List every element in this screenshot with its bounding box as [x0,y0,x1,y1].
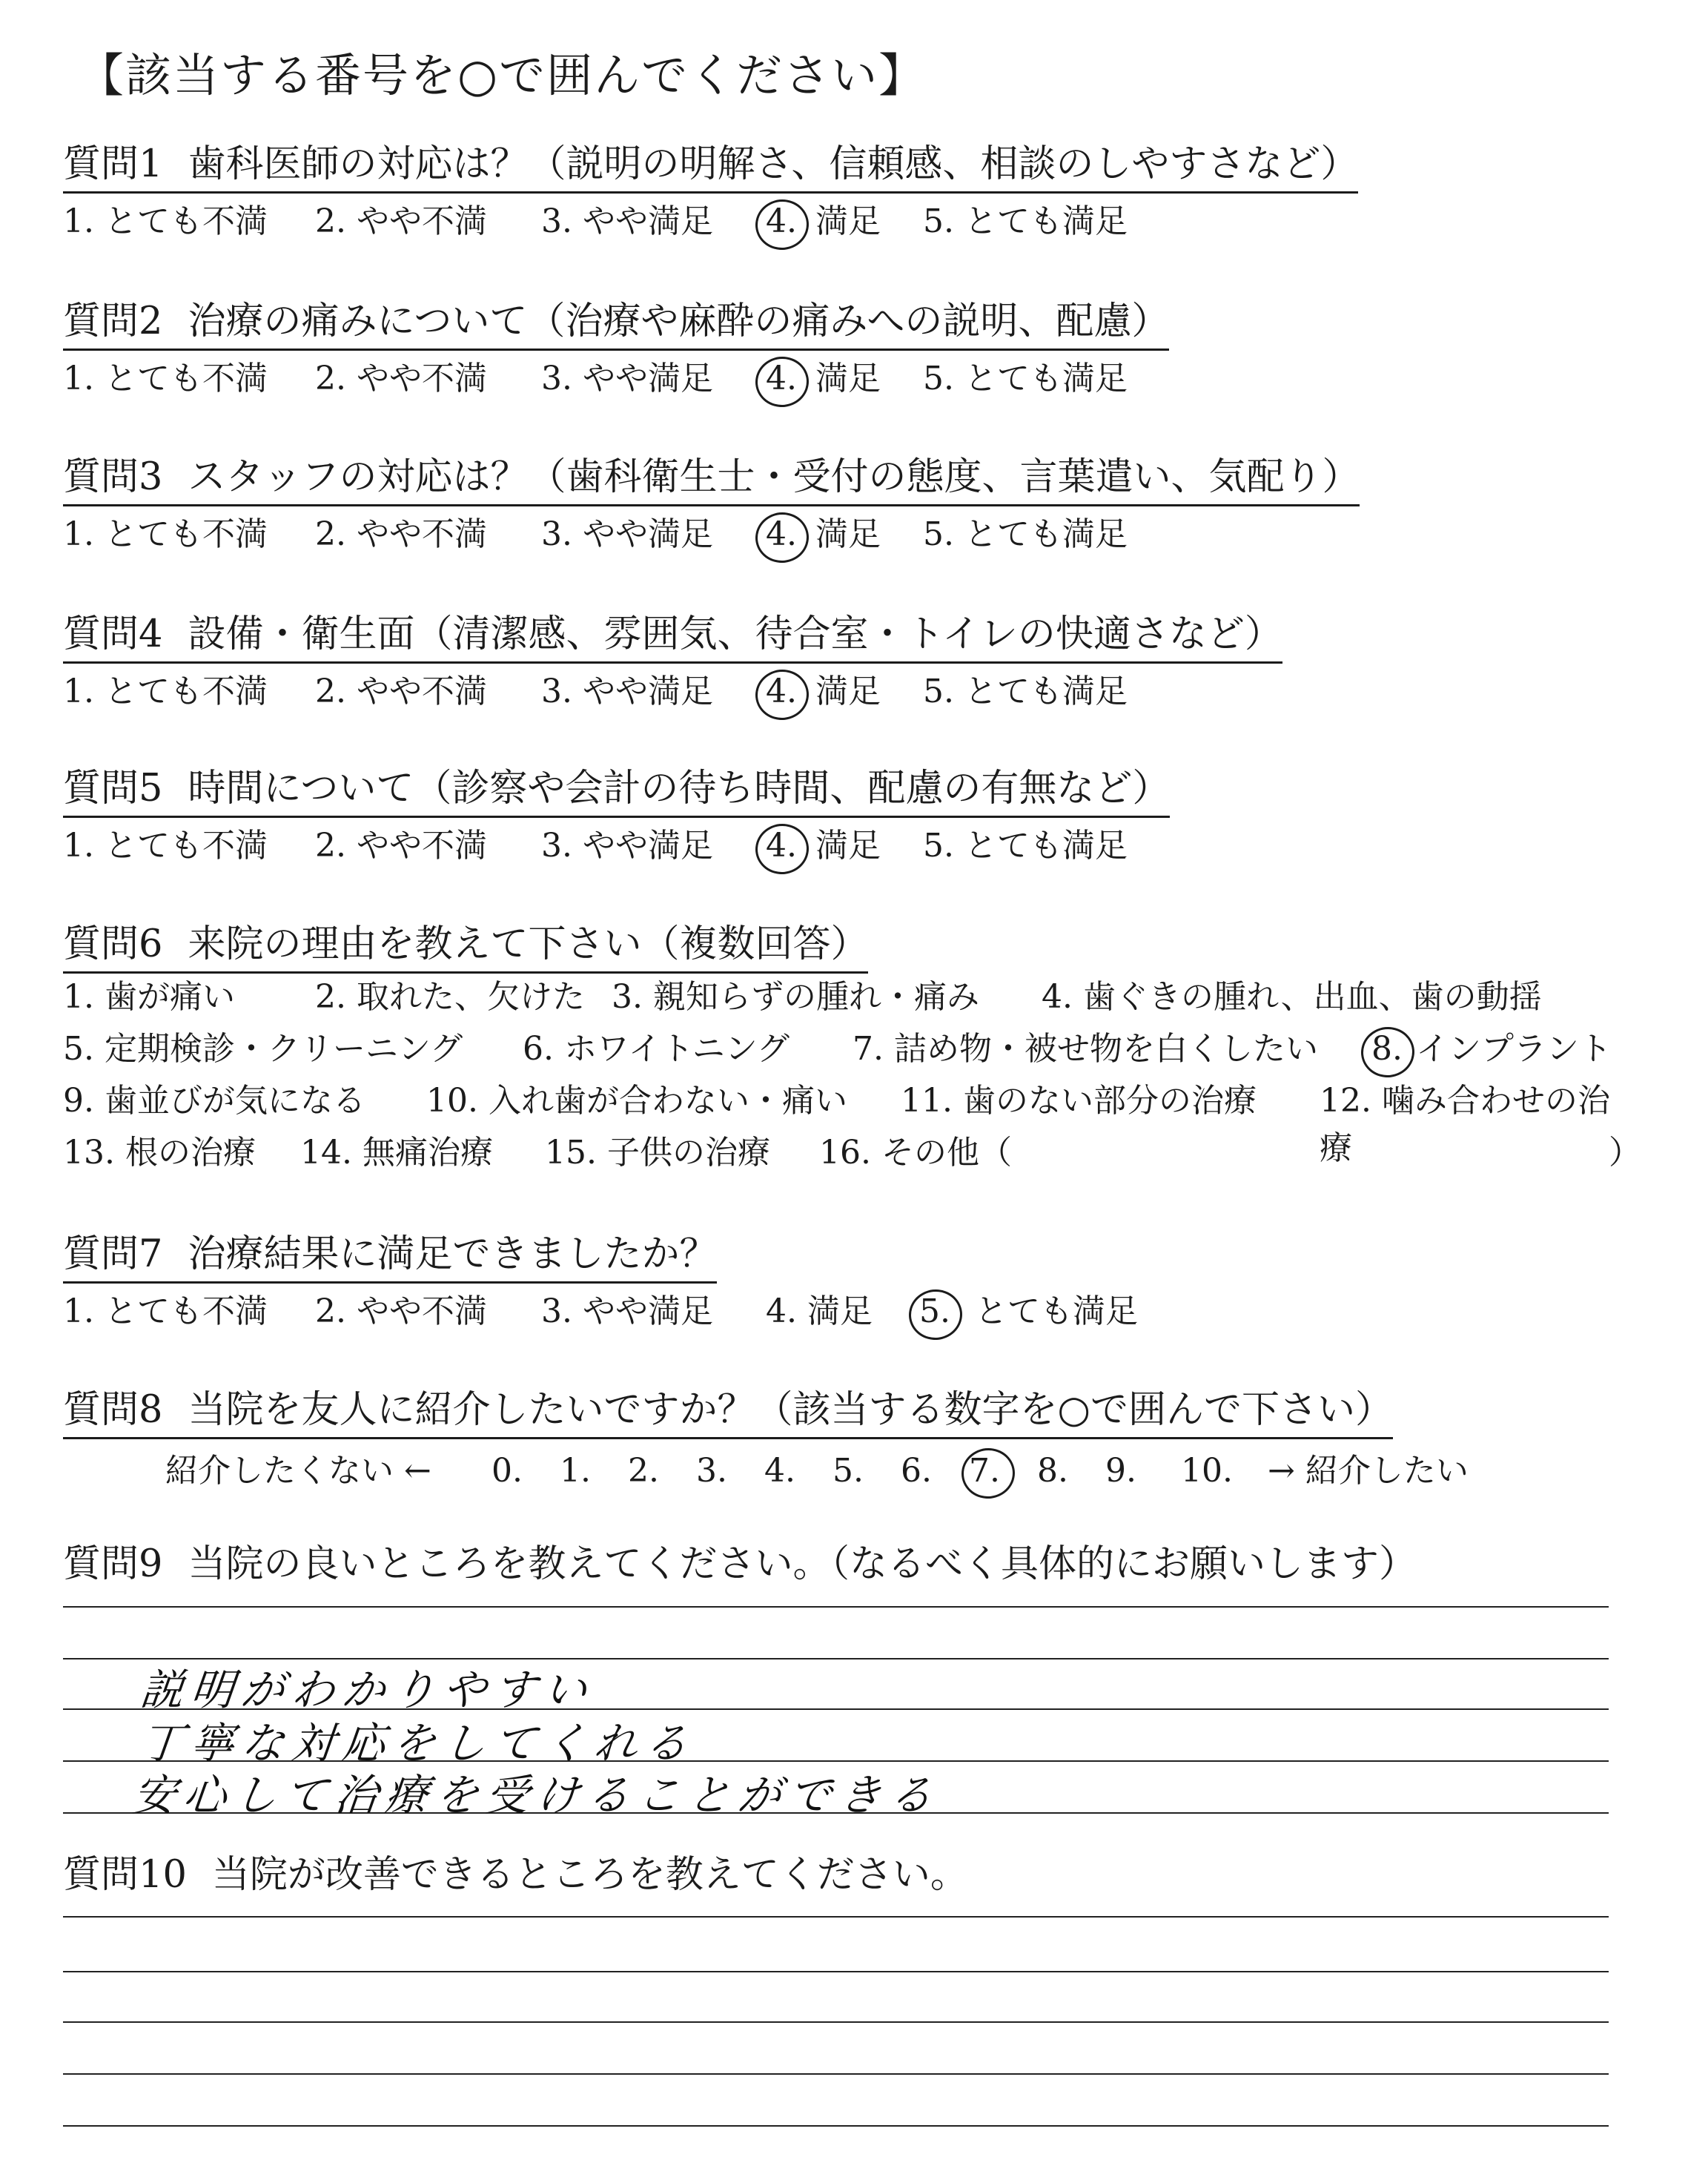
option-label[interactable]: 取れた、欠けた [356,978,585,1016]
handwritten-answer-1: 説明がわかりやすい [137,1665,598,1715]
option-number: 6. [523,1030,554,1068]
option-label[interactable]: 子供の治療 [606,1134,770,1172]
scale-1[interactable]: 1. [560,1452,591,1490]
question-8 [63,1387,1642,1497]
option-5-label: とても満足 [975,1292,1138,1330]
option-label[interactable]: 歯並びが気になる [104,1082,365,1120]
option-number: 5. [63,1030,94,1068]
question-7-text: 治療結果に満足できましたか？ [188,1232,718,1276]
option-label[interactable]: 詰め物・被せ物を白くしたい [893,1030,1318,1068]
question-4-options [63,668,1642,716]
option-number: 4. [1042,978,1073,1016]
option-number: 14. [300,1134,352,1172]
question-6-title [63,921,868,974]
option-5[interactable]: 5. とても満足 [923,360,1128,397]
question-3-title [63,454,1360,506]
question-1-options [63,198,1642,245]
answer-line [63,2021,1609,2023]
question-9-number: 質問9 [63,1542,163,1586]
option-3[interactable]: 3. やや満足 [541,202,713,240]
option-2[interactable]: 2. やや不満 [315,673,487,710]
scale-3[interactable]: 3. [696,1452,727,1490]
option-2[interactable]: 2. やや不満 [315,1292,487,1330]
option-label[interactable]: 歯のない部分の治療 [962,1082,1257,1120]
scale-right-label: → 紹介したい [1268,1452,1469,1490]
option-label[interactable]: 噛み合わせの治療 [1320,1082,1610,1167]
question-3-options [63,511,1642,558]
option-number: 15. [545,1134,597,1172]
scale-5[interactable]: 5. [833,1452,864,1490]
question-4 [63,611,1642,716]
option-2[interactable]: 2. やや不満 [315,360,487,397]
option-4-selected[interactable]: 4. [766,355,800,403]
question-9 [63,1541,1642,1591]
question-4-title [63,611,1282,664]
scale-0[interactable]: 0. [491,1452,523,1490]
question-5 [63,765,1642,870]
option-5-selected[interactable]: 5. [919,1288,953,1335]
question-5-number: 質問5 [63,767,163,810]
question-6-number: 質問6 [63,922,163,966]
question-3 [63,454,1642,558]
option-5[interactable]: 5. とても満足 [923,515,1128,553]
option-4-selected[interactable]: 4. [766,822,800,870]
scale-left-label: 紹介したくない ← [165,1452,431,1490]
option-label[interactable]: 親知らずの腫れ・痛み [652,978,979,1016]
option-number: 1. [63,978,94,1016]
question-8-number: 質問8 [63,1388,163,1432]
option-number: 10. [426,1082,478,1120]
question-1-number: 質問1 [63,142,163,186]
option-5[interactable]: 5. とても満足 [923,673,1128,710]
option-8-selected[interactable]: 8. インプラント [1371,1025,1612,1073]
question-2-options [63,355,1642,403]
option-3[interactable]: 3. やや満足 [541,360,713,397]
option-4-label: 満足 [815,515,881,553]
option-3[interactable]: 3. やや満足 [541,515,713,553]
option-number: 2. [315,978,346,1016]
question-2-number: 質問2 [63,300,163,343]
option-label[interactable]: その他（ [881,1134,1012,1172]
question-9-title [63,1541,1642,1591]
form-heading: 【該当する番号を○で囲んでください】 [78,48,927,102]
option-label[interactable]: 定期検診・クリーニング [104,1030,463,1068]
option-label[interactable]: 根の治療 [125,1134,256,1172]
option-label[interactable]: インプラント [1416,1030,1612,1068]
answer-line [63,1916,1609,1918]
question-8-text: 当院を友人に紹介したいですか？（該当する数字を○で囲んで下さい） [188,1388,1393,1432]
option-3[interactable]: 3. やや満足 [541,673,713,710]
option-1[interactable]: 1. とても不満 [63,515,268,553]
question-7-title [63,1231,717,1284]
answer-line [63,2125,1609,2127]
question-1-title [63,141,1358,194]
option-4-selected[interactable]: 4. [766,198,800,245]
option-5[interactable]: 5. とても満足 [923,827,1128,865]
question-10 [63,1852,1642,1902]
option-label[interactable]: 入れ歯が合わない・痛い [488,1082,847,1120]
question-8-title [63,1387,1393,1439]
recommend-scale [63,1445,1642,1497]
question-10-number: 質問10 [63,1853,187,1897]
option-1[interactable]: 1. とても不満 [63,202,268,240]
scale-8[interactable]: 8. [1037,1452,1068,1490]
handwritten-answer-2: 丁寧な対応をしてくれる [137,1718,698,1768]
option-label[interactable]: 歯ぐきの腫れ、出血、歯の動揺 [1082,978,1542,1016]
option-2[interactable]: 2. やや不満 [315,202,487,240]
scale-7-selected[interactable]: 7. [969,1445,1000,1497]
option-2[interactable]: 2. やや不満 [315,827,487,865]
scale-6[interactable]: 6. [901,1452,932,1490]
option-label[interactable]: 無痛治療 [362,1134,493,1172]
question-7-options [63,1288,1642,1335]
option-number: 7. [853,1030,884,1068]
question-7 [63,1231,1642,1335]
other-close-paren: ） [1609,1134,1641,1172]
answer-line [63,2073,1609,2075]
option-label[interactable]: ホワイトニング [563,1030,790,1068]
question-6-options [63,974,1642,1181]
option-3[interactable]: 3. やや満足 [541,1292,713,1330]
question-5-title [63,765,1170,818]
question-5-text: 時間について（診察や会計の待ち時間、配慮の有無など） [188,767,1171,810]
scale-4[interactable]: 4. [764,1452,795,1490]
option-4-label: 満足 [815,202,881,240]
question-4-number: 質問4 [63,612,163,656]
option-number: 11. [901,1082,953,1120]
option-4[interactable]: 4. 満足 [766,1292,873,1330]
question-1 [63,141,1642,245]
question-2 [63,298,1642,403]
question-6-text: 来院の理由を教えて下さい（複数回答） [188,922,869,966]
option-4-selected[interactable]: 4. [766,511,800,558]
question-5-options [63,822,1642,870]
option-4-selected[interactable]: 4. [766,668,800,716]
option-4-label: 満足 [815,673,881,710]
question-2-text: 治療の痛みについて（治療や麻酔の痛みへの説明、配慮） [188,300,1170,343]
option-4-label: 満足 [815,827,881,865]
option-3[interactable]: 3. やや満足 [541,827,713,865]
handwritten-answer-3: 安心して治療を受けることができる [130,1770,943,1820]
question-10-title [63,1852,1642,1902]
scale-9[interactable]: 9. [1105,1452,1136,1490]
question-6 [63,921,1642,1181]
option-1[interactable]: 1. とても不満 [63,673,268,710]
question-3-text: スタッフの対応は？（歯科衛生士・受付の態度、言葉遣い、気配り） [188,455,1360,499]
question-2-title [63,298,1169,351]
option-4-label: 満足 [815,360,881,397]
question-4-text: 設備・衛生面（清潔感、雰囲気、待合室・トイレの快適さなど） [188,612,1282,656]
question-10-text: 当院が改善できるところを教えてください。 [211,1853,968,1897]
scale-2[interactable]: 2. [628,1452,659,1490]
answer-line [63,1971,1609,1972]
option-number: 3. [612,978,643,1016]
option-2[interactable]: 2. やや不満 [315,515,487,553]
option-1[interactable]: 1. とても不満 [63,827,268,865]
question-7-number: 質問7 [63,1232,163,1276]
option-5[interactable]: 5. とても満足 [923,202,1128,240]
option-1[interactable]: 1. とても不満 [63,360,268,397]
question-9-text: 当院の良いところを教えてください。（なるべく具体的にお願いします） [188,1542,1417,1586]
scale-10[interactable]: 10. [1181,1452,1233,1490]
question-3-number: 質問3 [63,455,163,499]
option-1[interactable]: 1. とても不満 [63,1292,268,1330]
option-number: 16. [819,1134,871,1172]
option-label[interactable]: 歯が痛い [104,978,235,1016]
option-number: 12. [1320,1082,1371,1120]
option-number: 9. [63,1082,94,1120]
option-number: 13. [63,1134,115,1172]
question-1-text: 歯科医師の対応は？（説明の明解さ、信頼感、相談のしやすさなど） [188,142,1359,186]
answer-line [63,1606,1609,1608]
